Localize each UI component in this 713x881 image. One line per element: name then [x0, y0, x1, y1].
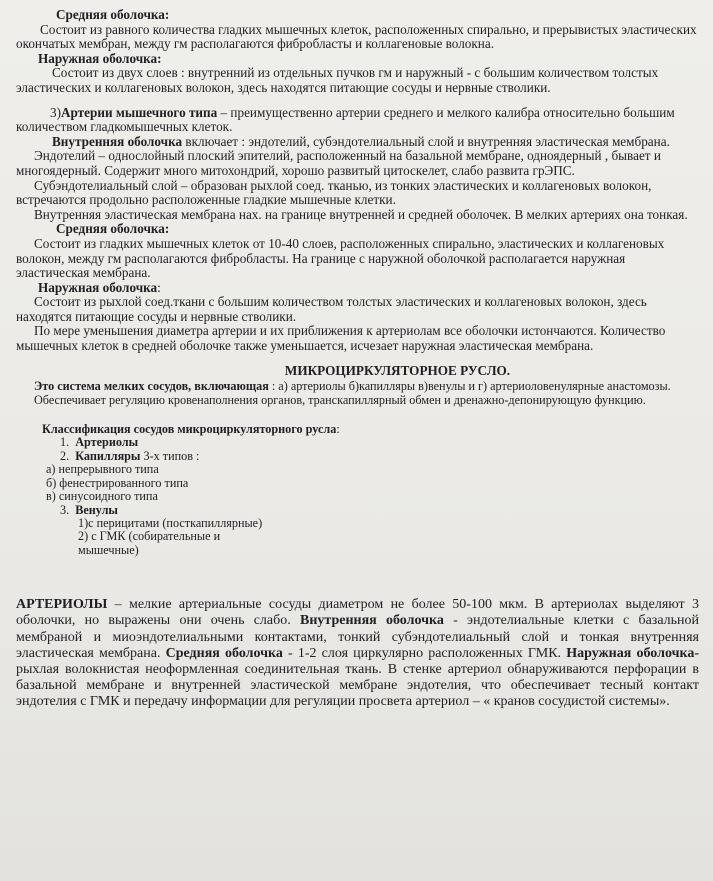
- arterioles-text-3: - 1-2 слоя циркулярно расположенных ГМК.: [282, 645, 567, 661]
- adventitia-heading: Наружная оболочка:: [38, 50, 162, 66]
- muscular-artery-paragraph: [16, 106, 699, 135]
- adventitia-text: Состоит из двух слоев : внутренний из отдельных пучков гм и наружный - с большим количеством толстых эластических и коллагеновых волокон, здесь находятся питающие сосуды и нервные стволики.: [16, 65, 659, 95]
- classification-title: Классификация сосудов микроциркуляторного русла: [42, 422, 337, 437]
- class-item-venules: [16, 504, 699, 517]
- venule-type-1: 1)с перицитами (посткапиллярные): [78, 515, 263, 530]
- classification-list: [16, 436, 699, 463]
- media-text: Состоит из равного количества гладких мышечных клеток, расположенных спирально, и прерывистых эластических окончатых мембран, между гм располагаются фибробласты и коллагеновые волокна.: [16, 21, 697, 52]
- muscular-title: Артерии мышечного типа: [61, 104, 218, 120]
- arterioles-text-1: – мелкие артериальные сосуды диаметром не более 50-100 мкм. В артериолах выделяют 3 оболочки, но выражены они очень слабо.: [16, 597, 699, 629]
- intima-heading: Внутренняя оболочка: [52, 133, 183, 149]
- venule-types: [16, 517, 278, 557]
- microcirculation-intro-bold: Это система мелких сосудов, включающая: [34, 379, 269, 394]
- intima-paragraph: [16, 135, 699, 150]
- arterioles-adventitia: Наружная оболочка-: [566, 645, 699, 661]
- muscular-adventitia-heading: Наружная оболочка: [38, 279, 158, 295]
- microcirculation-intro: [16, 380, 699, 407]
- capillary-types: [16, 463, 699, 503]
- venule-type-2: 2) с ГМК (собирательные и мышечные): [78, 529, 221, 557]
- microcirculation-title: МИКРОЦИРКУЛЯТОРНОЕ РУСЛО.: [284, 362, 511, 378]
- item-number: 3.: [60, 502, 70, 517]
- item-number: 1.: [60, 435, 70, 450]
- muscular-adventitia-heading-row: [16, 281, 699, 296]
- colon: :: [336, 422, 340, 437]
- colon: :: [157, 279, 161, 295]
- media-heading: Средняя оболочка:: [56, 7, 170, 22]
- class-item-capillaries: [60, 450, 699, 463]
- diameter-decrease-text: По мере уменьшения диаметра артерии и их приближения к артериолам все оболочки истончаются. Количество мышечных клеток в средней оболочке также уменьшается, исчезает наружная эластическая мембрана.: [16, 323, 666, 354]
- capillary-type-c: в) синусоидного типа: [46, 489, 158, 504]
- muscular-text: – преимущественно артерии среднего и мелкого калибра относительно большим количеством гладкомышечных клеток.: [16, 104, 675, 135]
- muscular-adventitia-text: Состоит из рыхлой соед.ткани с большим количеством толстых эластических и коллагеновых волокон, здесь находятся питающие сосуды и нервные стволики.: [16, 294, 647, 324]
- intima-text: включает : эндотелий, субэндотелиальный слой и внутренняя эластическая мембрана.: [182, 133, 670, 149]
- endothelium-text: Эндотелий – однослойный плоский эпителий, расположенный на базальной мембране, одноядерный , бывает и многоядерный. Содержит много митохондрий, хорошо развитый цитоскелет, слабо развита грЭПС.: [16, 148, 661, 178]
- microcirculation-intro-text: : а) артериолы б)капилляры в)венулы и г) артериоловенулярные анастомозы. Обеспечивает регуляцию кровенаполнения органов, транскапиллярный обмен и дренажно-депонирующую функцию.: [34, 379, 671, 407]
- arterioles-media: Средняя оболочка: [165, 645, 283, 661]
- capillary-type-b: б) фенестрированного типа: [46, 475, 189, 490]
- capillary-type-a: а) непрерывного типа: [46, 462, 159, 477]
- item-label: Венулы: [75, 502, 118, 517]
- item-label: Капилляры: [75, 448, 141, 463]
- arterioles-title: АРТЕРИОЛЫ: [16, 597, 108, 613]
- class-item-arterioles: [60, 436, 699, 449]
- arterioles-paragraph: [16, 597, 699, 710]
- classification-block: [16, 423, 699, 436]
- internal-elastic-membrane-text: Внутренняя эластическая мембрана нах. на границе внутренней и средней оболочек. В мелких артериях она тонкая.: [34, 206, 688, 222]
- item-label: Артериолы: [75, 435, 139, 450]
- muscular-number: 3): [50, 104, 61, 120]
- subendothelial-text: Субэндотелиальный слой – образован рыхлой соед. тканью, из тонких эластических и коллагеновых волокон, встречаются продольно расположенные гладкие мышечные клетки.: [16, 177, 652, 208]
- arterioles-text-4: рыхлая волокнистая неоформленная соединительная ткань. В стенке артериол обнаруживаются перфорации в базальной мембране и внутренней эластической мембране эндотелия, что обеспечивает тесный контакт эндотелия с ГМК и передачу информации для регуляции просвета артериол – « кранов сосудистой системы».: [16, 661, 699, 710]
- item-suffix: 3-х типов :: [140, 448, 200, 463]
- muscular-media-heading: Средняя оболочка:: [56, 221, 170, 237]
- item-number: 2.: [60, 448, 70, 463]
- arterioles-intima: Внутренняя оболочка: [300, 613, 444, 629]
- arterioles-text-2: - эндотелиальные клетки с базальной мембраной и миоэндотелиальными контактами, тонкий субэндотелиальный слой и тонкая внутренняя эластическая мембрана.: [16, 613, 700, 661]
- muscular-media-text: Состоит из гладких мышечных клеток от 10-40 слоев, расположенных спирально, эластических и коллагеновых волокон, между гм располагаются фибробласты. На границе с наружной оболочкой располагается наружная эластическая мембрана.: [16, 235, 665, 281]
